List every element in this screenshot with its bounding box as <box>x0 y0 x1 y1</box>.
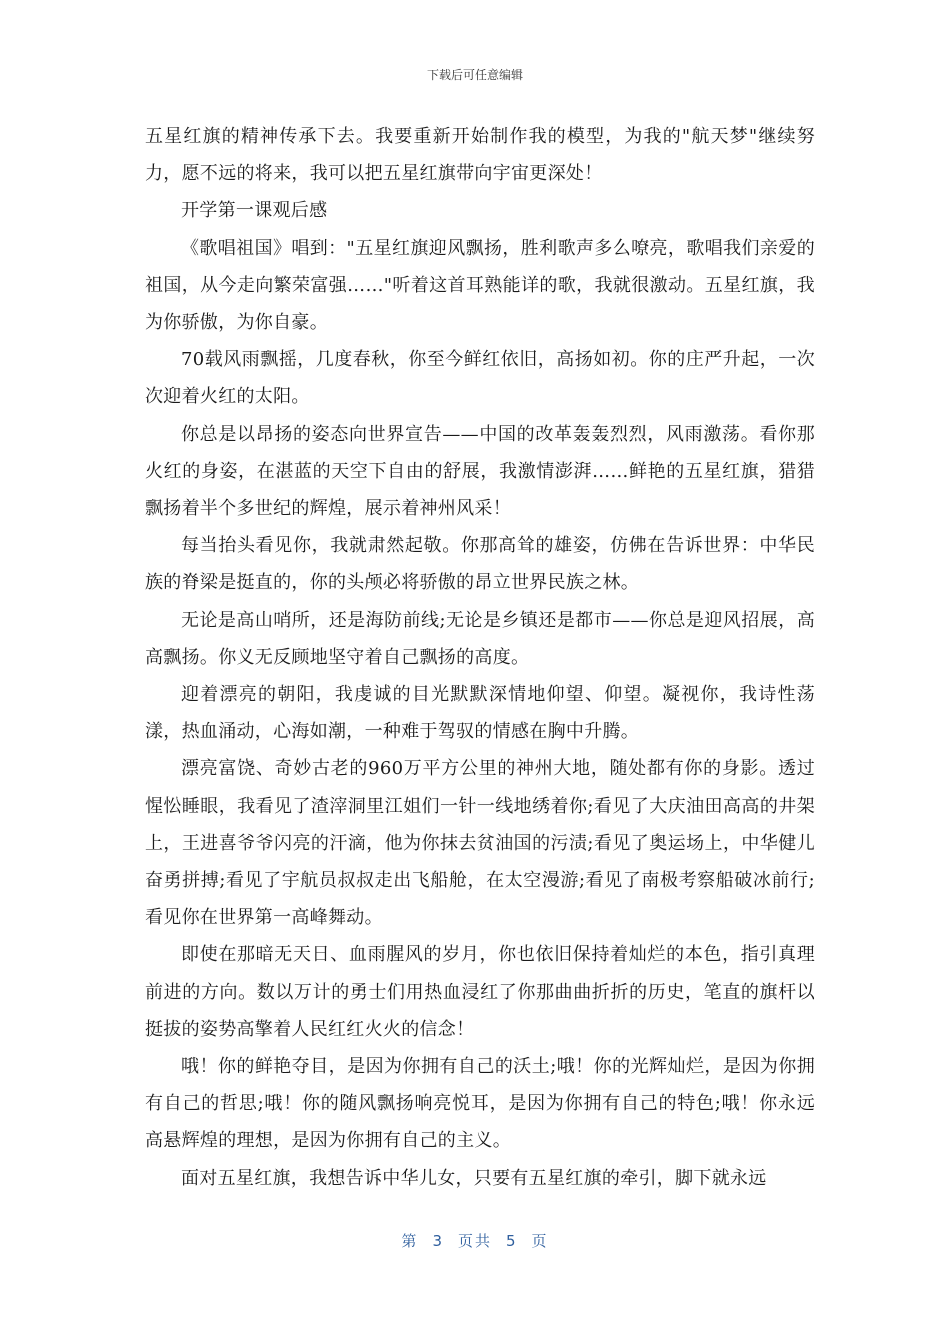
footer-total-pages: 5 <box>506 1232 518 1250</box>
footer-current-page: 3 <box>432 1232 444 1250</box>
page-header: 下载后可任意编辑 <box>426 68 523 82</box>
footer-suffix: 页 <box>531 1232 549 1250</box>
page-footer <box>0 1230 950 1251</box>
section-title: 开学第一课观后感 <box>181 200 328 222</box>
paragraph-11: 哦！你的鲜艳夺目，是因为你拥有自己的沃土;哦！你的光辉灿烂，是因为你拥有自己的哲思;哦！你的随风飘扬响亮悦耳，是因为你拥有自己的特色;哦！你永远高悬辉煌的理想，是因为你拥有自己的主义。 <box>145 1056 815 1152</box>
footer-middle: 页共 <box>457 1232 492 1250</box>
paragraph-12: 面对五星红旗，我想告诉中华儿女，只要有五星红旗的牵引，脚下就永远 <box>181 1167 767 1189</box>
paragraph-9: 漂亮富饶、奇妙古老的960万平方公里的神州大地，随处都有你的身影。透过惺忪睡眼，我看见了渣滓洞里江姐们一针一线地绣着你;看见了大庆油田高高的井架上，王进喜爷爷闪亮的汗滴，他为你抹去贫油国的污渍;看见了奥运场上，中华健儿奋勇拼搏;看见了宇航员叔叔走出飞船舱，在太空漫游;看见了南极考察船破冰前行;看见你在世界第一高峰舞动。 <box>145 758 815 929</box>
paragraph-3: 《歌唱祖国》唱到："五星红旗迎风飘扬，胜利歌声多么嘹亮，歌唱我们亲爱的祖国，从今走向繁荣富强……"听着这首耳熟能详的歌，我就很激动。五星红旗，我为你骄傲，为你自豪。 <box>145 237 815 334</box>
document-body <box>145 118 815 1197</box>
paragraph-1: 五星红旗的精神传承下去。我要重新开始制作我的模型，为我的"航天梦"继续努力，愿不远的将来，我可以把五星红旗带向宇宙更深处！ <box>145 126 815 185</box>
footer-prefix: 第 <box>401 1232 419 1250</box>
paragraph-8: 迎着漂亮的朝阳，我虔诚的目光默默深情地仰望、仰望。凝视你，我诗性荡漾，热血涌动，心海如潮，一种难于驾驭的情感在胸中升腾。 <box>145 684 815 743</box>
paragraph-7: 无论是高山哨所，还是海防前线;无论是乡镇还是都市——你总是迎风招展，高高飘扬。你义无反顾地坚守着自己飘扬的高度。 <box>145 609 815 668</box>
paragraph-4: 70载风雨飘摇，几度春秋，你至今鲜红依旧，高扬如初。你的庄严升起，一次次迎着火红的太阳。 <box>145 349 815 408</box>
paragraph-5: 你总是以昂扬的姿态向世界宣告——中国的改革轰轰烈烈，风雨激荡。看你那火红的身姿，在湛蓝的天空下自由的舒展，我激情澎湃……鲜艳的五星红旗，猎猎飘扬着半个多世纪的辉煌，展示着神州风采！ <box>145 423 815 520</box>
paragraph-10: 即使在那暗无天日、血雨腥风的岁月，你也依旧保持着灿烂的本色，指引真理前进的方向。数以万计的勇士们用热血浸红了你那曲曲折折的历史，笔直的旗杆以挺拔的姿势高擎着人民红红火火的信念！ <box>145 944 815 1040</box>
paragraph-6: 每当抬头看见你，我就肃然起敬。你那高耸的雄姿，仿佛在告诉世界：中华民族的脊梁是挺直的，你的头颅必将骄傲的昂立世界民族之林。 <box>145 535 815 594</box>
